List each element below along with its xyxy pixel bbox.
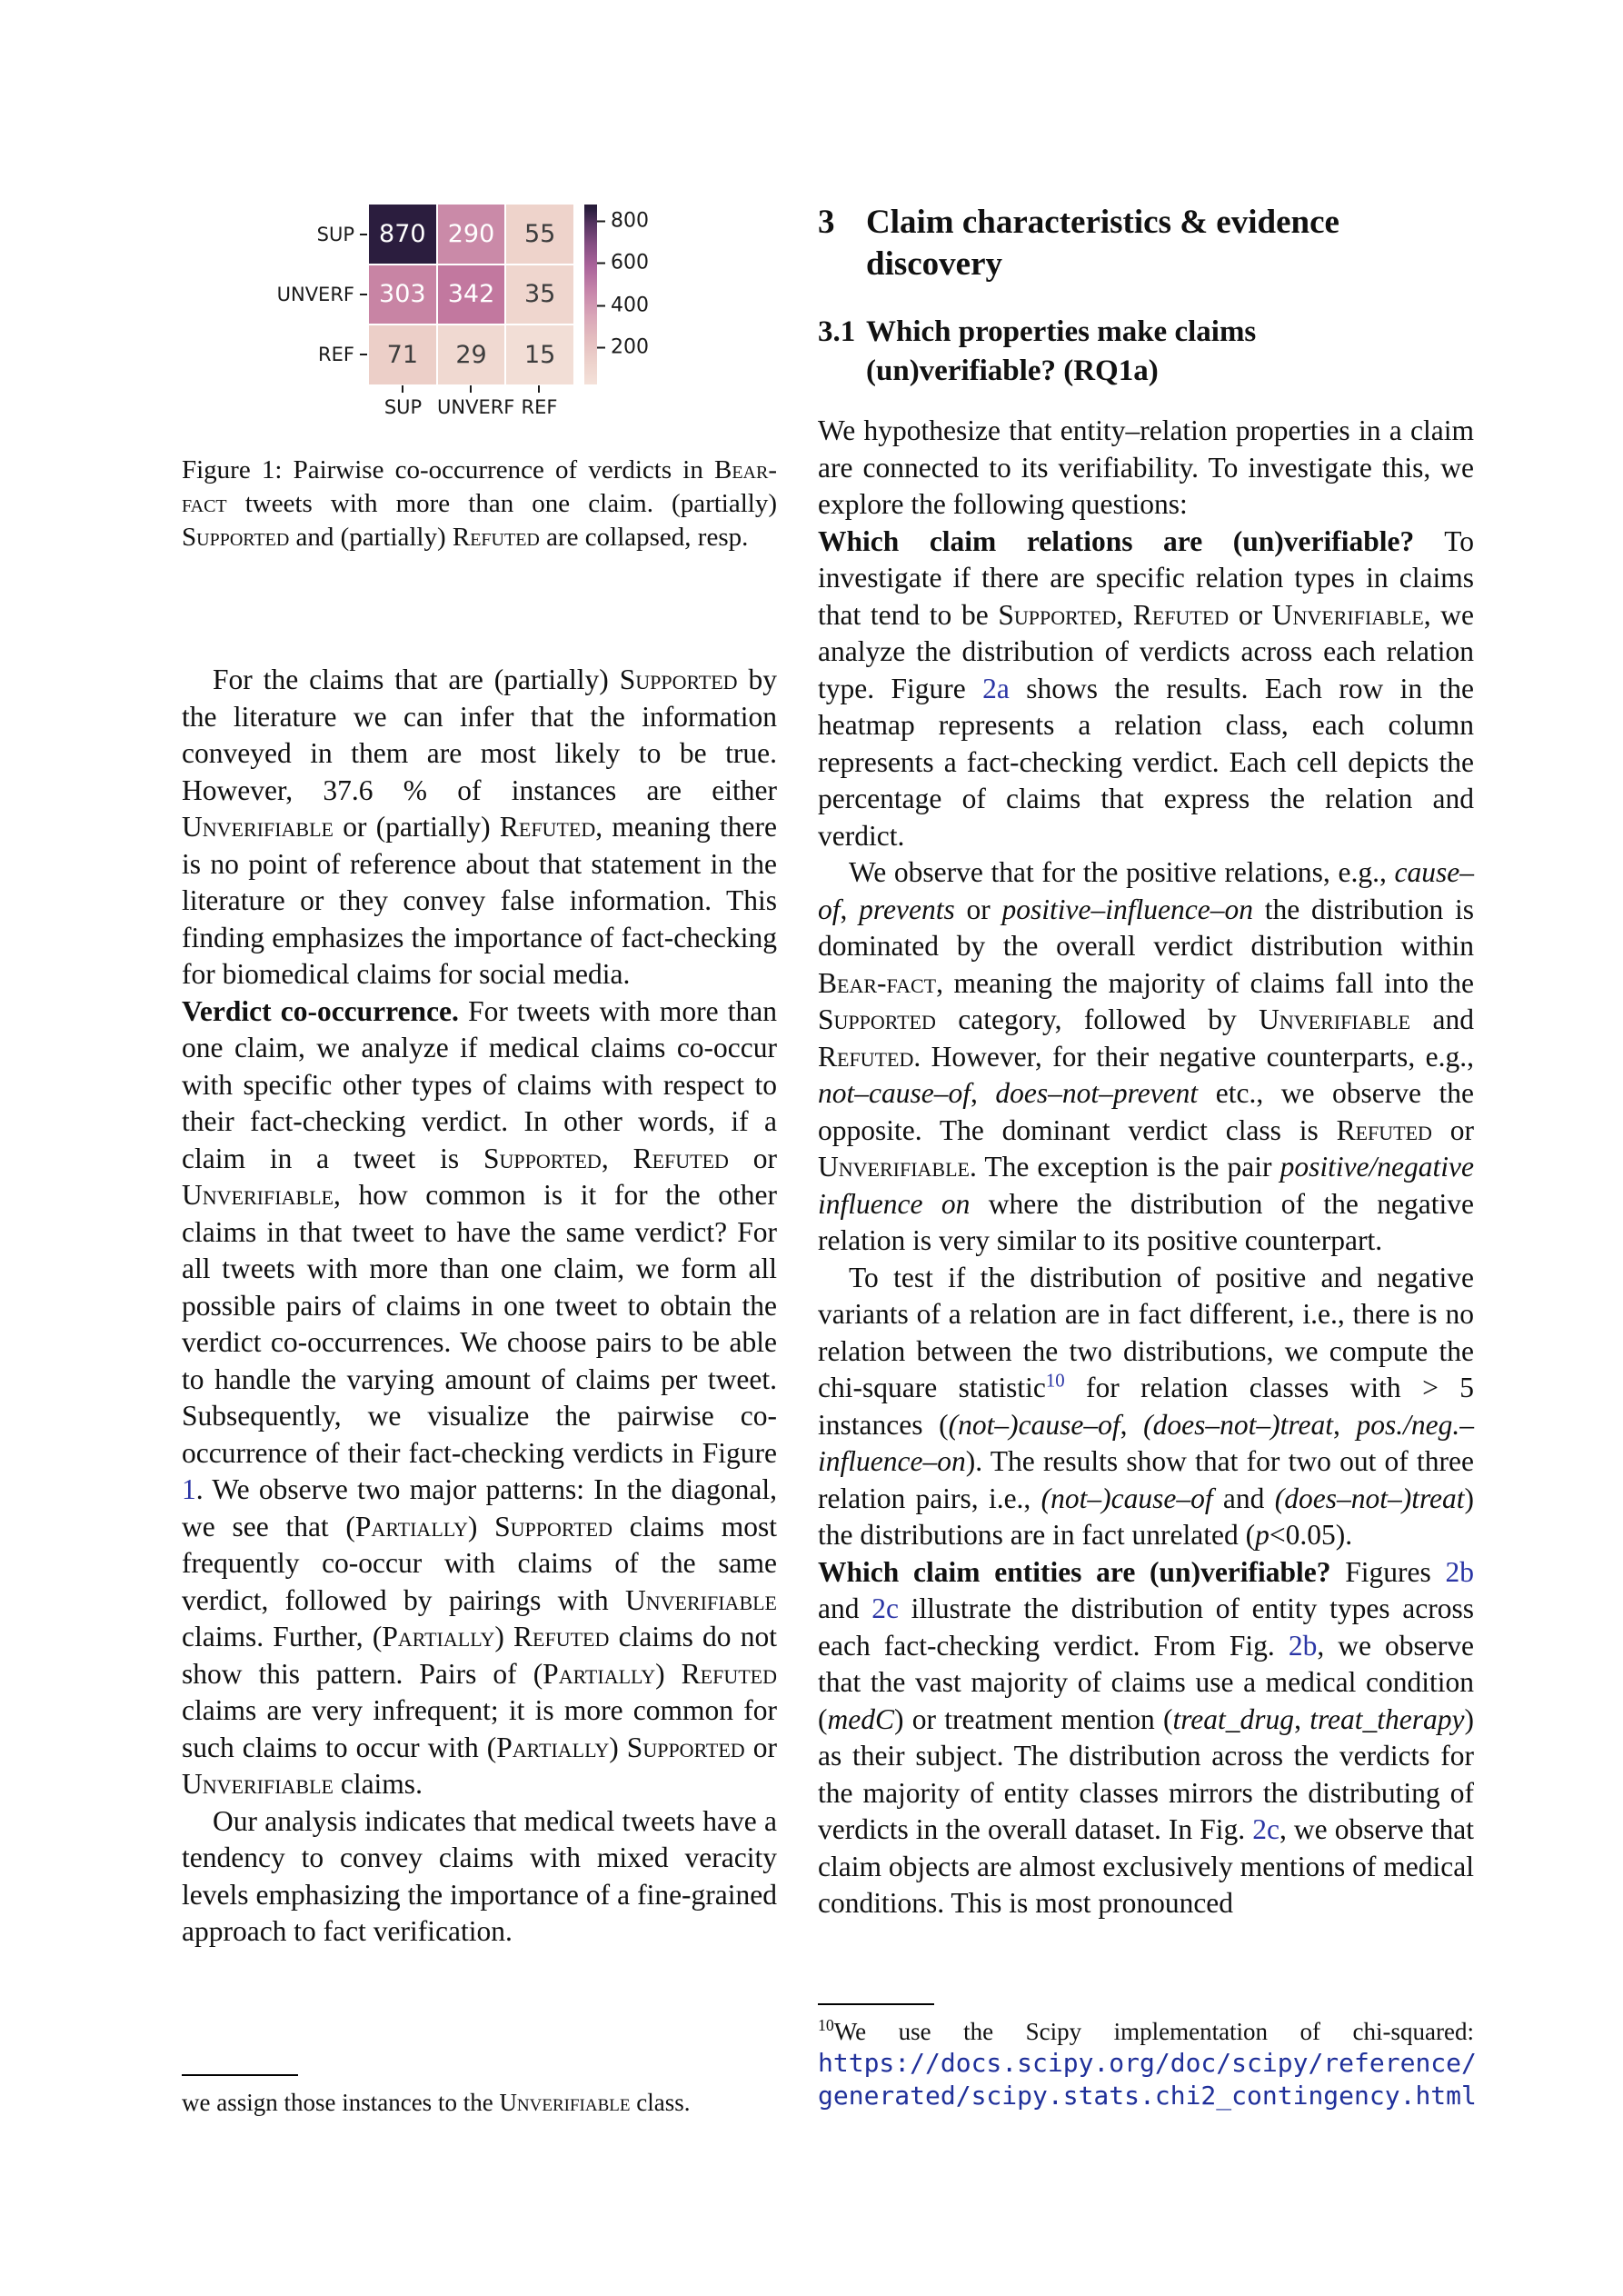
paragraph-chi-square: To test if the distribution of positive and negative variants of a relation are in fact different, i.e., there is no relation between the two distributions, we compute the chi-square statistic$^{10}$ for relation classes with > 5 instances ((not–)cause–of, (does–not–)treat, pos./neg.–influence–on). The results show that for two out of three relation pairs, i.e., (not–)cause–of and (does–not–)treat) the distributions are in fact unrelated (p<0.05). — [818, 1261, 1475, 1551]
paragraph-supported-claims: For the claims that are (partially) Supported by the literature we can infer that the information conveyed in them are most likely to be true. However, 37.6 % of instances are either Unverifiable or (partially) Refuted, meaning there is no point of reference about that statement in the literature or they convey false information. This finding emphasizes the importance of fact-checking for biomedical claims for social media. — [182, 664, 778, 990]
section-3-1-heading — [818, 313, 1474, 391]
colorbar-tick — [597, 210, 649, 233]
y-axis-tick — [360, 294, 367, 295]
footnote-left — [182, 2074, 777, 2118]
section-title: Claim characteristics & evidence discovery — [866, 204, 1339, 283]
section-3-heading — [818, 202, 1474, 285]
colorbar-tick-mark — [597, 262, 605, 264]
heatmap-cell: 71 — [369, 325, 436, 384]
right-column — [818, 202, 1474, 1922]
paragraph-hypothesis: We hypothesize that entity–relation properties in a claim are connected to its verifiability. To investigate this, we explore the following questions: — [818, 414, 1474, 520]
y-axis-tick — [360, 234, 367, 235]
heatmap-row-label-unverf: UNVERF — [276, 284, 354, 305]
subsection-number: 3.1 — [818, 315, 856, 348]
paragraph-claim-entities: Which claim entities are (un)verifiable? Figures 2b and 2c illustrate the distribution of entity types across each fact-checking verdict. From Fig. 2b, we observe that the vast majority of claims use a medical condition (medC) or treatment mention (treat_drug, treat_therapy) as their subject. The distribution across the verdicts for the majority of entity classes mirrors the distributing of verdicts in the overall dataset. In Fig. 2c, we observe that claim objects are almost exclusively mentions of medical conditions. This is most pronounced — [818, 1555, 1474, 1919]
colorbar-tick-mark — [597, 304, 605, 306]
heatmap-grid — [369, 205, 573, 384]
colorbar-tick-mark — [597, 346, 605, 348]
colorbar-tick-mark — [597, 220, 605, 222]
subsection-title: Which properties make claims (un)verifiable? (RQ1a) — [866, 315, 1257, 387]
colorbar-tick-label: 800 — [611, 209, 649, 233]
colorbar-tick-label: 400 — [611, 294, 649, 317]
paragraph-analysis-summary: Our analysis indicates that medical tweets have a tendency to convey claims with mixed veracity levels emphasizing the importance of a fine-grained approach to fact verification. — [182, 1804, 777, 1947]
paragraph-verdict-cooccurrence: Verdict co-occurrence. For tweets with more than one claim, we analyze if medical claims co-occur with specific other types of claims with respect to their fact-checking verdict. In other words, if a claim in a tweet is Supported, Refuted or Unverifiable, how common is it for the other claims in that tweet to have the same verdict? For all tweets with more than one claim, we form all possible pairs of claims in one tweet to obtain the verdict co-occurrences. We choose pairs to be able to handle the varying amount of claims per tweet. Subsequently, we visualize the pairwise co-occurrence of their fact-checking verdicts in Figure 1. We observe two major patterns: In the diagonal, we see that (Partially) Supported claims most frequently co-occur with claims of the same verdict, followed by pairings with Unverifiable claims. Further, (Partially) Refuted claims do not show this pattern. Pairs of (Partially) Refuted claims are very infrequent; it is more common for such claims to occur with (Partially) Supported or Unverifiable claims. — [182, 994, 778, 1800]
x-axis-tick — [538, 385, 540, 393]
footnote-marker: 10 — [818, 2016, 834, 2034]
heatmap-col-label-sup: SUP — [383, 396, 423, 418]
x-axis-tick — [470, 385, 472, 393]
x-axis-tick — [402, 385, 403, 393]
heatmap-row-label-sup: SUP — [316, 224, 354, 245]
colorbar — [584, 205, 597, 384]
heatmap-y-axis — [182, 205, 354, 384]
heatmap-x-axis — [369, 396, 573, 418]
colorbar-tick-label: 200 — [611, 335, 649, 359]
heatmap-cell: 870 — [369, 205, 436, 264]
paragraph-claim-relations: Which claim relations are (un)verifiable? To investigate if there are specific relation types in claims that tend to be Supported, Refuted or Unverifiable, we analyze the distribution of verdicts across each relation type. Figure 2a shows the results. Each row in the heatmap represents a relation class, each column represents a fact-checking verdict. Each cell depicts the percentage of claims that express the relation and verdict. — [818, 524, 1475, 852]
paragraph-positive-relations: We observe that for the positive relations, e.g., cause–of, prevents or positive–influence–on the distribution is dominated by the overall verdict distribution within Bear-fact, meaning the majority of claims fall into the Supported category, followed by Unverifiable and Refuted. However, for their negative counterparts, e.g., not–cause–of, does–not–prevent etc., we observe the opposite. The dominant verdict class is Refuted or Unverifiable. The exception is the pair positive/negative influence on where the distribution of the negative relation is very similar to its positive counterpart. — [818, 856, 1475, 1256]
colorbar-tick — [597, 294, 649, 317]
heatmap-cell: 303 — [369, 265, 436, 324]
heatmap-cell: 15 — [506, 325, 573, 384]
figure1-heatmap — [182, 205, 777, 421]
colorbar-tick-label: 600 — [611, 251, 649, 275]
section-number: 3 — [818, 204, 835, 241]
colorbar-tick — [597, 252, 649, 275]
footnote-10 — [818, 2003, 1477, 2112]
heatmap-col-label-unverf: UNVERF — [437, 396, 515, 418]
footnote-10-text: $^{10}$We use the Scipy implementation of chi-squared: — [818, 2016, 1474, 2045]
scipy-url-line-2[interactable]: generated/scipy.stats.chi2_contingency.html — [818, 2081, 1477, 2111]
heatmap-cell: 290 — [438, 205, 505, 264]
colorbar-tick — [597, 336, 649, 359]
footnote-left-text: we assign those instances to the Unverifiable class. — [182, 2089, 691, 2116]
y-axis-tick — [360, 354, 367, 355]
heatmap-cell: 35 — [506, 265, 573, 324]
figure1-caption: Figure 1: Pairwise co-occurrence of verdicts in Bear-fact tweets with more than one claim. (partially) Supported and (partially) Refuted are collapsed, resp. — [182, 455, 777, 552]
heatmap-col-label-ref: REF — [521, 396, 558, 418]
left-column — [182, 205, 777, 1951]
footnote-rule — [818, 2003, 934, 2005]
heatmap-row-label-ref: REF — [318, 344, 354, 365]
footnote-rule — [182, 2074, 298, 2076]
heatmap-cell: 29 — [438, 325, 505, 384]
scipy-url-line-1[interactable]: https://docs.scipy.org/doc/scipy/reference/ — [818, 2048, 1477, 2078]
heatmap-cell: 55 — [506, 205, 573, 264]
heatmap-cell: 342 — [438, 265, 505, 324]
figure-1 — [182, 205, 777, 554]
